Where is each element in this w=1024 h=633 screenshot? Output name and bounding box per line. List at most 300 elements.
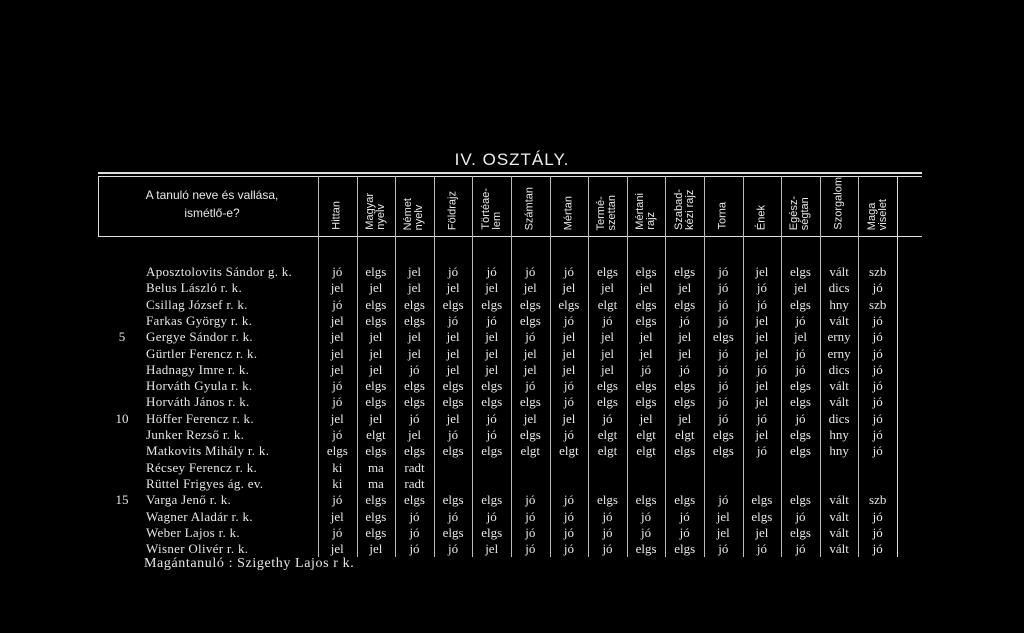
grade-cell: elgt	[366, 427, 386, 442]
student-name: Weber Lajos r. k.	[146, 524, 240, 540]
grade-cell: jó	[332, 264, 343, 279]
grade-cell: jó	[448, 312, 459, 328]
subject-header	[858, 178, 897, 234]
grade-cell: jó	[602, 312, 613, 328]
grade-cell: jó	[486, 264, 497, 279]
subject-header	[434, 178, 473, 234]
grade-cell: jel	[369, 410, 383, 426]
grade-cell: jó	[872, 427, 883, 442]
subject-header	[550, 178, 589, 234]
grade-cell: jó	[486, 427, 497, 442]
grade-cell: jó	[718, 312, 729, 328]
grade-cell: jó	[525, 541, 536, 557]
grade-cell: jó	[332, 378, 343, 394]
subject-header	[357, 178, 396, 234]
subject-header	[665, 178, 704, 234]
grade-cell: jel	[678, 329, 692, 345]
grade-cell: jó	[872, 361, 883, 377]
grade-cell: jó	[756, 296, 767, 312]
student-name: Hadnagy Imre r. k.	[146, 361, 250, 377]
subject-header-label: Torna	[716, 202, 729, 230]
student-name: Matkovits Mihály r. k.	[146, 443, 270, 459]
grade-cell: jel	[369, 361, 383, 377]
subject-header-label: Törtéae- lem	[479, 188, 503, 230]
grade-cell: jel	[408, 329, 421, 345]
grade-cell: elgt	[520, 443, 541, 459]
grade-cell: jó	[756, 541, 767, 557]
grade-cell: elgs	[674, 541, 696, 557]
grade-cell: ki	[332, 459, 343, 475]
grade-cell: jel	[330, 280, 344, 296]
subject-header-label: Szorgalom	[832, 177, 845, 230]
grade-cell: jó	[795, 410, 806, 426]
grade-cell: jel	[755, 427, 769, 442]
grade-cell: elgs	[751, 492, 773, 508]
grade-cell: elgs	[365, 378, 387, 394]
grade-cell: elgs	[635, 541, 657, 557]
grade-cell: jó	[409, 508, 420, 524]
grade-cell: dics	[828, 410, 850, 426]
header-rule	[98, 236, 922, 237]
subject-header	[472, 178, 511, 234]
grade-cell: dics	[828, 280, 850, 296]
grade-cell: dics	[828, 361, 850, 377]
grade-cell: jó	[525, 524, 536, 540]
subject-header-label: Termé- szettan	[595, 194, 619, 230]
grade-cell: elgs	[442, 524, 464, 540]
grade-cell: elgt	[636, 443, 656, 459]
subject-header-label: Egész- ségtan	[788, 195, 812, 230]
grade-cell: ma	[367, 459, 384, 475]
grade-cell: elgs	[674, 443, 696, 459]
grade-cell: radt	[404, 475, 425, 491]
grade-cell: jó	[641, 361, 652, 377]
grade-cell: hny	[829, 296, 849, 312]
grade-cell: elgs	[751, 508, 773, 524]
grade-cell: elgs	[635, 492, 657, 508]
grade-cell: elgs	[519, 427, 541, 442]
row-number: 10	[115, 410, 129, 426]
grade-cell: jó	[602, 524, 613, 540]
grade-cell: hny	[829, 443, 849, 459]
grade-cell: elgs	[365, 264, 387, 279]
grade-cell: jó	[718, 541, 729, 557]
grade-cell: jel	[678, 345, 692, 361]
grade-cell: jó	[872, 508, 883, 524]
private-student-note: Magántanuló : Szigethy Lajos r k.	[144, 556, 355, 571]
grade-cell: jel	[755, 394, 769, 410]
grade-cell: jel	[408, 427, 421, 442]
grade-cell: jel	[523, 345, 537, 361]
grade-cell: jó	[756, 280, 767, 296]
grade-cell: ki	[332, 475, 343, 491]
grade-cell: jó	[332, 394, 343, 410]
grade-cell: elgs	[481, 394, 503, 410]
grade-cell: vált	[829, 508, 849, 524]
grade-cell: elgs	[712, 427, 734, 442]
grade-cell: jel	[369, 541, 383, 557]
grade-cell: jó	[872, 345, 883, 361]
student-name: Aposztolovits Sándor g. k.	[146, 264, 293, 279]
grade-cell: jó	[563, 508, 574, 524]
grade-cell: jó	[679, 524, 690, 540]
table-row	[0, 427, 1024, 442]
grade-cell: elgs	[404, 492, 425, 508]
top-rule-thin	[98, 176, 922, 177]
grade-cell: elgt	[559, 443, 579, 459]
grade-cell: jó	[448, 264, 459, 279]
grade-cell: jó	[332, 296, 343, 312]
grade-cell: jó	[718, 280, 729, 296]
row-number: 5	[118, 329, 126, 345]
grade-cell: jel	[601, 345, 614, 361]
table-row	[0, 411, 1024, 426]
grade-cell: jó	[718, 264, 729, 279]
grade-cell: jó	[563, 524, 574, 540]
grade-cell: elgs	[712, 329, 734, 345]
grade-cell: jel	[755, 378, 769, 394]
grade-cell: elgs	[674, 264, 696, 279]
grade-cell: jel	[330, 312, 344, 328]
grade-cell: jel	[446, 361, 460, 377]
grade-cell: elgs	[519, 296, 541, 312]
grade-cell: jó	[795, 508, 806, 524]
grade-cell: elgs	[790, 394, 811, 410]
table-row	[0, 476, 1024, 491]
student-name: Csillag József r. k.	[146, 296, 248, 312]
grade-cell: jó	[448, 541, 459, 557]
grade-cell: vált	[829, 264, 849, 279]
grade-cell: jó	[563, 378, 574, 394]
student-name: Höffer Ferencz r. k.	[146, 410, 254, 426]
grade-cell: jó	[525, 329, 536, 345]
student-name: Belus László r. k.	[146, 280, 243, 296]
grade-cell: jel	[755, 524, 769, 540]
grade-cell: jel	[678, 410, 692, 426]
grade-cell: jel	[562, 361, 576, 377]
grade-cell: elgs	[597, 264, 618, 279]
grade-cell: jel	[446, 345, 460, 361]
grade-cell: jó	[872, 378, 883, 394]
grade-cell: elgs	[674, 296, 696, 312]
table-row	[0, 525, 1024, 540]
grade-cell: jó	[872, 329, 883, 345]
grade-cell: jel	[562, 410, 576, 426]
grade-cell: jel	[562, 345, 576, 361]
grade-cell: jó	[872, 280, 883, 296]
table-row	[0, 541, 1024, 556]
grade-cell: jó	[602, 508, 613, 524]
subject-header	[781, 178, 820, 234]
grade-cell: elgs	[326, 443, 348, 459]
table-row	[0, 297, 1024, 312]
subject-header	[704, 178, 743, 234]
grade-cell: jel	[755, 312, 769, 328]
grade-cell: jel	[485, 361, 499, 377]
grade-cell: jó	[563, 394, 574, 410]
grade-cell: szb	[869, 492, 887, 508]
grade-cell: jel	[639, 329, 653, 345]
subject-header	[395, 178, 434, 234]
grade-cell: jel	[485, 280, 499, 296]
table-row	[0, 280, 1024, 295]
grade-cell: elgs	[790, 492, 811, 508]
grade-cell: jó	[602, 541, 613, 557]
grade-cell: elgt	[597, 296, 618, 312]
grade-cell: jel	[678, 280, 692, 296]
student-name: Varga Jenő r. k.	[146, 492, 232, 508]
student-name: Wisner Olivér r. k.	[146, 541, 249, 557]
grade-cell: jel	[330, 361, 344, 377]
grade-cell: jó	[448, 427, 459, 442]
grade-cell: jel	[408, 280, 421, 296]
grade-cell: jó	[679, 361, 690, 377]
grade-cell: elgt	[636, 427, 656, 442]
grade-cell: jel	[755, 329, 769, 345]
table-row	[0, 313, 1024, 328]
grade-cell: vált	[829, 524, 849, 540]
grade-cell: jó	[872, 410, 883, 426]
grade-cell: jó	[872, 312, 883, 328]
grade-cell: jel	[601, 361, 614, 377]
grade-cell: jó	[563, 492, 574, 508]
grade-cell: jel	[369, 280, 383, 296]
subject-header-label: Szabad- kézi rajz	[672, 189, 696, 230]
grade-cell: jel	[485, 541, 499, 557]
grade-cell: jó	[409, 541, 420, 557]
table-row	[0, 394, 1024, 409]
grade-cell: elgs	[635, 264, 657, 279]
grade-cell: jó	[563, 427, 574, 442]
grade-cell: jó	[525, 378, 536, 394]
grade-cell: elgs	[365, 394, 387, 410]
grade-cell: elgs	[481, 378, 503, 394]
grade-cell: hny	[829, 427, 849, 442]
grade-cell: jel	[755, 264, 769, 279]
grade-cell: jó	[525, 508, 536, 524]
grade-cell: jel	[601, 329, 614, 345]
grade-cell: jó	[756, 410, 767, 426]
grade-cell: elgs	[365, 524, 387, 540]
grade-cell: elgs	[635, 394, 657, 410]
grade-cell: jó	[486, 312, 497, 328]
subject-header	[318, 178, 357, 234]
grade-cell: elgs	[519, 312, 541, 328]
grade-cell: jel	[330, 541, 344, 557]
grade-cell: jel	[446, 410, 460, 426]
grade-cell: jó	[795, 345, 806, 361]
grade-cell: elgs	[481, 492, 503, 508]
grade-cell: elgs	[442, 378, 464, 394]
grade-cell: jó	[718, 492, 729, 508]
grade-cell: vált	[829, 378, 849, 394]
table-row	[0, 443, 1024, 458]
student-name: Farkas György r. k.	[146, 312, 253, 328]
student-name: Gürtler Ferencz r. k.	[146, 345, 258, 361]
grade-cell: jó	[795, 361, 806, 377]
grade-cell: jó	[718, 410, 729, 426]
grade-cell: elgs	[481, 524, 503, 540]
subject-header	[820, 178, 859, 234]
grade-cell: jel	[755, 345, 769, 361]
top-rule	[98, 172, 922, 174]
grade-cell: elgs	[674, 378, 696, 394]
grade-cell: elgs	[635, 378, 657, 394]
grade-cell: ma	[367, 475, 384, 491]
grade-cell: jó	[872, 541, 883, 557]
grade-cell: jó	[795, 312, 806, 328]
grade-cell: elgs	[481, 443, 503, 459]
grade-cell: jó	[486, 410, 497, 426]
subject-header	[627, 178, 666, 234]
grade-cell: elgs	[519, 394, 541, 410]
grade-cell: jó	[409, 410, 420, 426]
grade-cell: jel	[369, 345, 383, 361]
student-name: Horváth János r. k.	[146, 394, 250, 410]
grade-cell: jó	[756, 361, 767, 377]
grade-cell: jó	[332, 524, 343, 540]
subject-header	[743, 178, 782, 234]
grade-cell: jó	[332, 492, 343, 508]
grade-cell: elgs	[597, 378, 618, 394]
grade-cell: jó	[563, 541, 574, 557]
grade-cell: jó	[409, 361, 420, 377]
grade-cell: elgs	[790, 524, 811, 540]
grade-cell: jó	[641, 508, 652, 524]
grade-cell: elgs	[635, 312, 657, 328]
grade-cell: elgs	[404, 296, 425, 312]
grade-cell: elgs	[442, 443, 464, 459]
grade-cell: jó	[872, 394, 883, 410]
subject-header	[588, 178, 627, 234]
grade-cell: elgs	[442, 296, 464, 312]
grade-cell: elgs	[404, 378, 425, 394]
grade-cell: radt	[404, 459, 425, 475]
grade-cell: jel	[369, 329, 383, 345]
table-row	[0, 492, 1024, 507]
grade-cell: elgs	[597, 492, 618, 508]
subject-header-label: Magyar nyelv	[363, 193, 387, 230]
grade-cell: elgs	[790, 264, 811, 279]
subject-header-label: Földrajz	[446, 190, 459, 230]
grade-cell: erny	[827, 345, 851, 361]
table-row	[0, 460, 1024, 475]
grade-cell: jel	[330, 329, 344, 345]
subject-header-label: Mértan	[562, 195, 575, 230]
grade-cell: jó	[641, 524, 652, 540]
grade-cell: elgt	[597, 443, 618, 459]
grade-cell: jel	[639, 410, 653, 426]
grade-cell: elgs	[404, 443, 425, 459]
grade-cell: szb	[869, 264, 887, 279]
row-number: 15	[115, 492, 129, 508]
subject-header-label: Maga viselet	[865, 198, 889, 230]
grade-cell: jó	[486, 508, 497, 524]
grade-cell: elgs	[790, 378, 811, 394]
grade-cell: elgs	[442, 492, 464, 508]
grade-cell: jel	[562, 280, 576, 296]
grade-cell: jó	[718, 378, 729, 394]
grade-cell: vált	[829, 312, 849, 328]
student-name: Récsey Ferencz r. k.	[146, 459, 258, 475]
header-left-border	[98, 176, 99, 237]
grade-cell: jel	[330, 410, 344, 426]
grade-cell: jó	[679, 508, 690, 524]
table-row	[0, 362, 1024, 377]
grade-cell: jó	[409, 524, 420, 540]
page-title: IV. OSZTÁLY.	[454, 150, 570, 169]
grade-cell: jel	[485, 345, 499, 361]
grade-cell: jel	[794, 329, 807, 345]
grade-cell: jel	[639, 345, 653, 361]
grade-cell: vált	[829, 541, 849, 557]
table-row	[0, 509, 1024, 524]
grade-cell: jó	[718, 361, 729, 377]
grade-cell: erny	[827, 329, 851, 345]
subject-header-label: Német nyelv	[402, 197, 426, 230]
grade-cell: jel	[639, 280, 653, 296]
student-name: Rüttel Frigyes ág. ev.	[146, 475, 264, 491]
student-name: Wagner Aladár r. k.	[146, 508, 253, 524]
grade-cell: jó	[563, 312, 574, 328]
grade-cell: jel	[446, 329, 460, 345]
grade-cell: elgs	[442, 394, 464, 410]
grade-cell: vált	[829, 394, 849, 410]
student-name: Gergye Sándor r. k.	[146, 329, 253, 345]
grade-cell: elgs	[365, 443, 387, 459]
table-row	[0, 346, 1024, 361]
grade-cell: szb	[869, 296, 887, 312]
grade-cell: jó	[718, 345, 729, 361]
grade-cell: elgs	[365, 312, 387, 328]
grade-cell: elgs	[790, 443, 811, 459]
grade-cell: jó	[563, 264, 574, 279]
subject-header-label: Mértani rajz	[634, 193, 658, 230]
grade-cell: jó	[718, 296, 729, 312]
grade-cell: jel	[794, 280, 807, 296]
grade-cell: elgt	[597, 427, 618, 442]
grade-cell: jó	[602, 410, 613, 426]
grade-cell: jel	[330, 345, 344, 361]
grade-cell: elgs	[365, 508, 387, 524]
grade-cell: elgs	[597, 394, 618, 410]
grade-cell: jó	[679, 312, 690, 328]
grade-cell: elgs	[790, 296, 811, 312]
subject-header	[511, 178, 550, 234]
grade-cell: elgs	[558, 296, 580, 312]
grade-cell: jó	[872, 524, 883, 540]
grade-cell: elgs	[404, 394, 425, 410]
grade-cell: jó	[332, 427, 343, 442]
grade-cell: elgs	[674, 394, 696, 410]
subject-header-label: Számtan	[523, 186, 536, 230]
grade-cell: jó	[795, 541, 806, 557]
grade-cell: jel	[601, 280, 614, 296]
grade-cell: jó	[525, 492, 536, 508]
table-row	[0, 329, 1024, 344]
grade-cell: elgs	[790, 427, 811, 442]
grade-cell: jel	[446, 280, 460, 296]
student-name: Horváth Gyula r. k.	[146, 378, 253, 394]
grade-cell: jel	[562, 329, 576, 345]
table-row	[0, 378, 1024, 393]
grade-cell: jel	[523, 280, 537, 296]
subject-header-label: Hittan	[330, 201, 343, 230]
grade-cell: elgt	[674, 427, 695, 442]
grade-cell: jel	[523, 410, 537, 426]
subject-header-label: Ének	[755, 204, 768, 230]
grade-cell: elgs	[674, 492, 696, 508]
